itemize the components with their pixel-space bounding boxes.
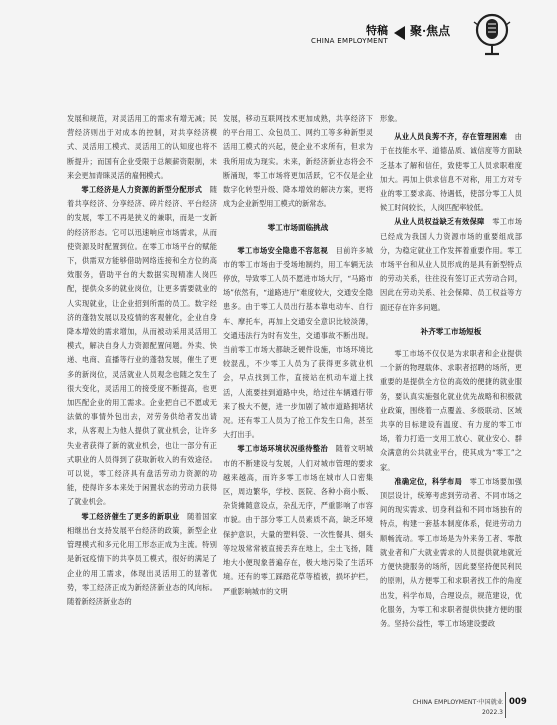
paragraph — [380, 130, 522, 215]
paragraph-text: 随着共享经济、分享经济、碎片经济、平台经济的发展，零工不再是狭义的兼职，而是一支新的经济形态。它可以迅速响应市场需求，从而使资源及时配置到位。在零工市场平台的赋能下，供需双方能够借助网络连接和全方位的高效服务，借助平台的大数据实现精准人岗匹配，提供众多的就业岗位，让更多需要就业的人实现就业，让企业招到所需的员工。数字经济的蓬勃发展以及疫情的客观催化，企业自身降本增效的需求增加，从而被动采用灵活用工模式，解决自身人力资源配置问题。外卖、快递、电商、直播等行业的蓬勃发展，催生了更多的新岗位，灵活就业人员观念也随之发生了很大变化，灵活用工的接受度不断提高，也更加匹配企业的用工需求。企业把自己不愿或无法做的事情外包出去，对劳务供给者发出请求，从客观上为他人提供了就业机会，让许多失业者获得了新的就业机会，也让一部分有正式职业的人员得到了获取新收入的有效途径。可以说，零工经济具有盘活劳动力资源的功能，使得许多本来处于闲置状态的劳动力获得了就业机会。 — [67, 185, 217, 507]
text-column-2 — [223, 112, 373, 599]
paragraph — [223, 442, 373, 598]
paragraph: 零工市场不仅仅是为求职者和企业提供一个新的物理载体、求职者招聘的场所，更重要的是提供全方位的高效的便捷的就业服务，要认真实施强化就业优先战略和积极就业政策，围绕着一点覆盖、多级联动、区域共享的目标建设有温度、有力度的零工市场，着力打造一支用工放心、就业安心、群众满意的公共就业平台，使其成为“零工”之家。 — [380, 349, 522, 472]
paragraph-text: 随着国家相继出台支持发展平台经济的政策，新型企业管理模式和多元化用工形态正成为主流。特别是新冠疫情下的共享员工模式，很好的满足了企业的用工需求，体现出灵活用工的显著优势，零工经济正成为新经济新业态的风向标。随着新经济新业态的 — [67, 511, 217, 606]
paragraph: 发展和规范，对灵活用工的需求有增无减；民营经济则出于对成本的控制，对共享经济模式、灵活用工模式、灵活用工的认知度也将不断提升；而国有企业受限于总额薪资限制，未来会更加青睐灵活的雇佣模式。 — [67, 114, 217, 180]
paragraph-heading: 零工市场环境状况亟待整治 — [237, 444, 329, 454]
triangle-arrow-icon — [394, 26, 405, 40]
paragraph-text: 目前许多城市的零工市场由于受场地制约，用工车辆无法停放，导致零工人员不愿进市场大厅，“马路市场”依然有，“道路进厅”难度较大，交通安全隐患多。由于零工人员出行基本靠电动车、自行车、摩托车，再加上交通安全意识比较淡薄，交通违法行为时有发生，交通事故不断出现。当前零工市场大都缺乏硬件设施，市场环境比较混乱，不少零工人员为了获得更多就业机会，早点找到工作，直接站在机动车道上找活，人流要挂到道路中央，给过往车辆通行带来了极大不便，进一步加剧了城市道路拥堵状况。还有零工人员为了抢工作发生口角，甚至大打出手。 — [223, 245, 373, 440]
footer-magazine-name: CHINA EMPLOYMENT·中国就业 — [412, 699, 503, 706]
section-heading: 补齐零工市场短板 — [420, 326, 482, 336]
section-title: 特稿 — [366, 24, 388, 37]
column-logo: 聚·焦点 — [410, 24, 451, 38]
paragraph — [223, 244, 373, 443]
paragraph — [380, 475, 522, 631]
footer-divider — [505, 692, 506, 718]
text-column-3 — [380, 112, 522, 631]
section-heading: 零工市场面临挑战 — [267, 223, 329, 233]
paragraph — [67, 183, 217, 510]
paragraph-heading: 零工市场安全隐患不容忽视 — [237, 245, 329, 255]
text-column-1 — [67, 112, 217, 609]
microphone-icon — [472, 12, 512, 58]
paragraph-heading: 从业人员良莠不齐，存在管理困难 — [394, 132, 508, 142]
paragraph-text: 由于在技能水平、道德品质、诚信度等方面缺乏基本了解和信任，致使零工人员求职难度加大。再加上供求信息不对称，用工方对专业的零工要求高、待遇低，使部分零工人员候工时间较长，人岗匹配率较低。 — [380, 132, 522, 213]
paragraph: 形象。 — [380, 114, 402, 123]
page-number: 009 — [509, 697, 527, 707]
paragraph-text: 随着文明城市的不断建设与发展，人们对城市管理的要求越来越高，而许多零工市场在城市人口密集区，周边繁华，学校、医院、各种小商小贩、杂货摊随意设点，杂乱无序，严重影响了市容市貌。由于部分零工人员素质不高，缺乏环境保护意识，大量的塑料袋、一次性餐具、烟头等垃圾常常被直接丢弃在地上，尘土飞扬，随地大小便现象普遍存在，极大地污染了生活环境。还有的零工踩踏花草等植被，损坏护栏，严重影响城市的文明 — [223, 444, 373, 596]
paragraph-heading: 零工经济催生了更多的新职业 — [81, 511, 180, 521]
paragraph-heading: 零工经济是人力资源的新型分配形式 — [81, 185, 203, 195]
paragraph: 发展，移动互联网技术更加成熟，共享经济下的平台用工、众包员工、网约工等多种新型灵活用工模式的兴起，使企业不求所有，但求为我所用成为现实。未来，新经济新业态将会不断涌现，零工市场将更加活跃，它不仅是企业数字化转型升级、降本增效的解决方案，更将成为企业新型用工模式的新常态。 — [223, 114, 373, 209]
section-subtitle: CHINA EMPLOYMENT — [311, 37, 388, 45]
footer-issue-date: 2022.3 — [482, 709, 503, 716]
paragraph — [380, 215, 522, 314]
paragraph-text: 零工市场要加强顶层设计，统筹考虑到劳动者、不同市场之间的现实需求、切身利益和不同市场独有的特点，构建一套基本制度体系，促进劳动力顺畅流动。零工市场是为外来务工者、零散就业者和广大就业需求的人员提供就地就近方便快捷服务的场所，因此要坚持便民利民的原则，从方便零工和求职者找工作的角度出发，科学布局，合理设点，规范建设，优化服务，为零工和求职者提供快捷方便的服务。坚持公益性，零工市场建设要政 — [380, 476, 522, 628]
paragraph-text: 零工市场已经成为我国人力资源市场的重要组成部分，为稳定就业工作发挥着重要作用。零工市场平台和从业人员形成的是具有新型特点的劳动关系，往往没有签订正式劳动合同，因此在劳动关系、社会保障、员工权益等方面还存在许多问题。 — [380, 217, 522, 312]
paragraph-heading: 准确定位，科学布局 — [394, 476, 463, 486]
paragraph-heading: 从业人员权益缺乏有效保障 — [394, 217, 485, 227]
paragraph — [67, 510, 217, 609]
